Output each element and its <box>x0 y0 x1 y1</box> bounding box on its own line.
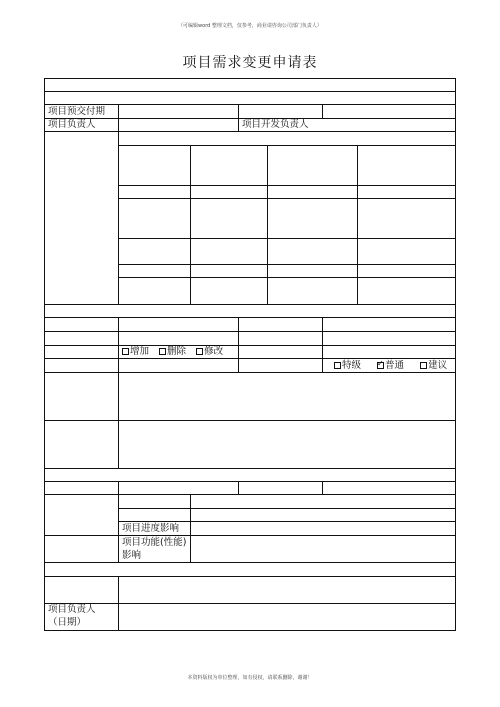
checkbox-checked-icon <box>377 362 384 369</box>
table-rule <box>44 304 456 305</box>
footer-note: 本资料版权为单位整理，如有侵权，请联系删除，谢谢！ <box>187 675 313 681</box>
table-rule <box>118 481 119 562</box>
priority-normal-checkbox[interactable] <box>377 360 404 371</box>
checkbox-box-icon <box>122 348 129 355</box>
table-rule <box>357 145 358 304</box>
table-rule <box>44 494 456 495</box>
table-rule <box>44 91 456 92</box>
table-rule <box>44 78 456 79</box>
table-rule <box>44 468 456 469</box>
table-rule <box>118 104 119 304</box>
table-rule <box>238 481 239 494</box>
table-rule <box>44 535 456 536</box>
table-rule <box>322 481 323 494</box>
header-note: （可编辑word 整理文档，仅参考，商业请咨询公司部门负责人） <box>178 23 322 29</box>
table-rule <box>44 104 456 105</box>
function-impact-label-line1: 项目功能(性能) <box>122 537 187 548</box>
table-rule <box>44 78 45 631</box>
form-title: 项目需求变更申请表 <box>182 55 318 71</box>
table-rule <box>190 145 191 304</box>
table-rule <box>118 238 456 239</box>
table-rule <box>238 317 239 372</box>
priority-suggest-label: 建议 <box>428 360 448 371</box>
add-label: 增加 <box>130 346 150 357</box>
table-rule <box>190 494 191 562</box>
table-rule <box>118 145 456 146</box>
table-rule <box>44 481 456 482</box>
table-rule <box>44 345 456 346</box>
priority-special-checkbox[interactable] <box>334 360 361 371</box>
table-rule <box>267 145 268 304</box>
priority-normal-label: 普通 <box>385 360 405 371</box>
table-rule <box>44 358 456 359</box>
project-owner-label: 项目负责人 <box>48 119 96 130</box>
sign-date-label: （日期） <box>48 617 87 628</box>
table-rule <box>118 317 119 468</box>
priority-special-label: 特级 <box>342 360 362 371</box>
schedule-impact-label: 项目进度影响 <box>122 523 180 534</box>
table-rule <box>118 277 456 278</box>
modify-label: 修改 <box>204 346 224 357</box>
table-rule <box>118 521 456 522</box>
table-rule <box>44 562 456 563</box>
table-rule <box>44 331 456 332</box>
expected-delivery-label: 项目预交付期 <box>48 106 106 117</box>
table-rule <box>44 603 456 604</box>
table-rule <box>44 576 456 577</box>
table-rule <box>44 372 456 373</box>
table-rule <box>44 131 456 132</box>
table-rule <box>118 185 456 186</box>
table-rule <box>455 78 456 631</box>
change-type-options <box>122 346 223 357</box>
priority-suggest-checkbox[interactable] <box>420 360 447 371</box>
modify-checkbox[interactable] <box>196 346 223 357</box>
table-rule <box>44 420 456 421</box>
table-rule <box>322 317 323 372</box>
checkbox-box-icon <box>420 362 427 369</box>
delete-checkbox[interactable] <box>159 346 186 357</box>
add-checkbox[interactable] <box>122 346 149 357</box>
table-rule <box>118 508 456 509</box>
priority-options <box>334 360 447 371</box>
table-rule <box>238 104 239 131</box>
function-impact-label-line2: 影响 <box>122 550 142 561</box>
table-rule <box>118 198 456 199</box>
table-rule <box>118 264 456 265</box>
sign-owner-label: 项目负责人 <box>48 604 96 615</box>
delete-label: 删除 <box>167 346 187 357</box>
checkbox-box-icon <box>334 362 341 369</box>
checkbox-box-icon <box>196 348 203 355</box>
table-rule <box>44 317 456 318</box>
table-rule <box>322 104 323 118</box>
checkbox-box-icon <box>159 348 166 355</box>
dev-owner-label: 项目开发负责人 <box>242 119 309 130</box>
table-rule <box>44 630 456 631</box>
table-rule <box>118 576 119 631</box>
